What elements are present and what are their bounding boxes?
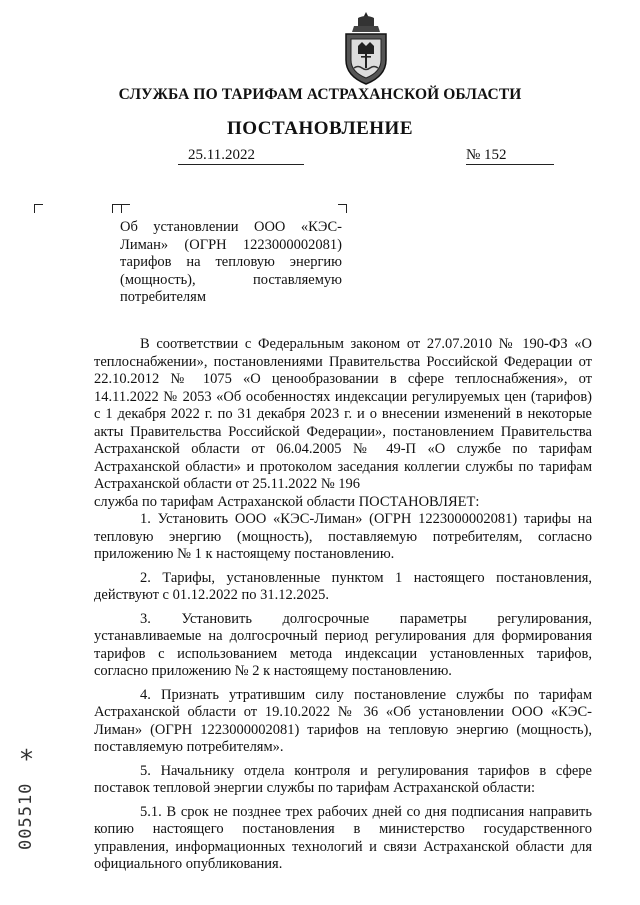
registration-number-vertical: 005510 [16,782,36,850]
paragraph-preamble: В соответствии с Федеральным законом от 27.07.2010 № 190-ФЗ «О теплоснабжении», постановлениями Правительства Российской Федерации от 22.10.2012 № 1075 «О ценообразовании в сфере теплоснабжения», от 14.11.2022 № 2053 «Об особенностях индексации регулируемых цен (тарифов) с 1 декабря 2022 г. по 31 декабря 2023 г. и о внесении изменений в некоторые акты Правительства Российской Федерации», постановлением Правительства Астраханской области от 06.04.2005 № 49-П «О службе по тарифам Астраханской области» и протоколом заседания коллегии службы по тарифам Астраханской области от 25.11.2022 № 196 [94,336,592,492]
paragraph-item-4: 4. Признать утратившим силу постановление службы по тарифам Астраханской области от 19.10.2022 № 36 «Об установлении ООО «КЭС-Лиман» (ОГРН 1223000002081) тарифов на тепловую энергию (мощность), поставляемую потребителям». [94,686,592,755]
paragraph-item-5: 5. Начальнику отдела контроля и регулирования тарифов в сфере поставок тепловой энергии службы по тарифам Астраханской области: [94,762,592,796]
subject-corner-mark-left [112,204,121,213]
subject-corner-mark-right [338,204,347,213]
document-type-title: ПОСТАНОВЛЕНИЕ [226,118,414,139]
document-number: № 152 [466,146,554,165]
subject-corner-mark-left-inner [121,204,130,213]
document-subject: Об установлении ООО «КЭС-Лиман» (ОГРН 1223000002081) тарифов на тепловую энергию (мощность), поставляемую потребителям [120,219,342,305]
paragraph-item-5-1: 5.1. В срок не позднее трех рабочих дней со дня подписания направить копию настоящего постановления в министерство государственного управления, информационных технологий и связи Астраханской области для официального опубликования. [94,803,592,872]
document-body [94,336,592,874]
paragraph-item-3: 3. Установить долгосрочные параметры регулирования, устанавливаемые на долгосрочный период регулирования для формирования тарифов с использованием метода индексации установленных тарифов, согласно приложению № 2 к настоящему постановлению. [94,610,592,679]
margin-corner-mark [34,204,43,213]
paragraph-item-1: 1. Установить ООО «КЭС-Лиман» (ОГРН 1223000002081) тарифы на тепловую энергию (мощность), поставляемую потребителям, согласно приложению № 1 к настоящему постановлению. [94,511,592,562]
paragraph-item-2: 2. Тарифы, установленные пунктом 1 настоящего постановления, действуют с 01.12.2022 по 31.12.2025. [94,569,592,603]
document-date: 25.11.2022 [178,146,304,165]
coat-of-arms-emblem [336,10,396,86]
margin-asterisk-mark: * [20,745,33,775]
organization-name: СЛУЖБА ПО ТАРИФАМ АСТРАХАНСКОЙ ОБЛАСТИ [118,86,522,103]
paragraph-resolves: служба по тарифам Астраханской области ПОСТАНОВЛЯЕТ: [94,493,480,510]
